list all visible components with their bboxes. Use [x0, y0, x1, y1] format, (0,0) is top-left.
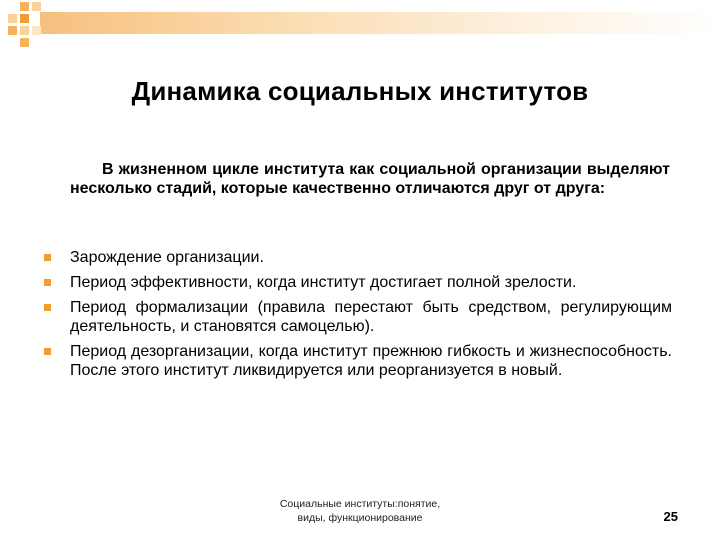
stages-list	[44, 248, 672, 386]
footer-line-2: виды, функционирование	[297, 512, 423, 524]
square-bullet-icon	[44, 279, 51, 286]
list-item	[44, 298, 672, 336]
square-bullet-icon	[44, 254, 51, 261]
list-item-text: Период эффективности, когда институт достигает полной зрелости.	[70, 274, 577, 291]
intro-paragraph: В жизненном цикле института как социальной организации выделяют несколько стадий, которые качественно отличаются друг от друга:	[70, 161, 670, 197]
slide-footer	[250, 497, 470, 525]
deco-square	[32, 2, 41, 11]
deco-square	[20, 26, 29, 35]
header-decoration	[0, 0, 720, 60]
deco-square	[32, 26, 41, 35]
deco-square	[8, 26, 17, 35]
header-gradient-band	[40, 12, 720, 34]
deco-square	[20, 2, 29, 11]
list-item-text: Зарождение организации.	[70, 249, 264, 266]
square-bullet-icon	[44, 304, 51, 311]
list-item	[44, 248, 672, 267]
list-item-text: Период дезорганизации, когда институт прежнюю гибкость и жизнеспособность. После этого институт ликвидируется или реорганизуется в новый.	[70, 343, 672, 379]
footer-line-1: Социальные институты:понятие,	[279, 498, 441, 510]
list-item	[44, 273, 672, 292]
list-item	[44, 342, 672, 380]
list-item-text: Период формализации (правила перестают быть средством, регулирующим деятельность, и становятся самоцелью).	[70, 299, 672, 335]
deco-square	[20, 38, 29, 47]
slide-title: Динамика социальных институтов	[131, 76, 589, 106]
square-bullet-icon	[44, 348, 51, 355]
deco-square	[20, 14, 29, 23]
deco-square	[8, 14, 17, 23]
page-number: 25	[663, 509, 678, 524]
